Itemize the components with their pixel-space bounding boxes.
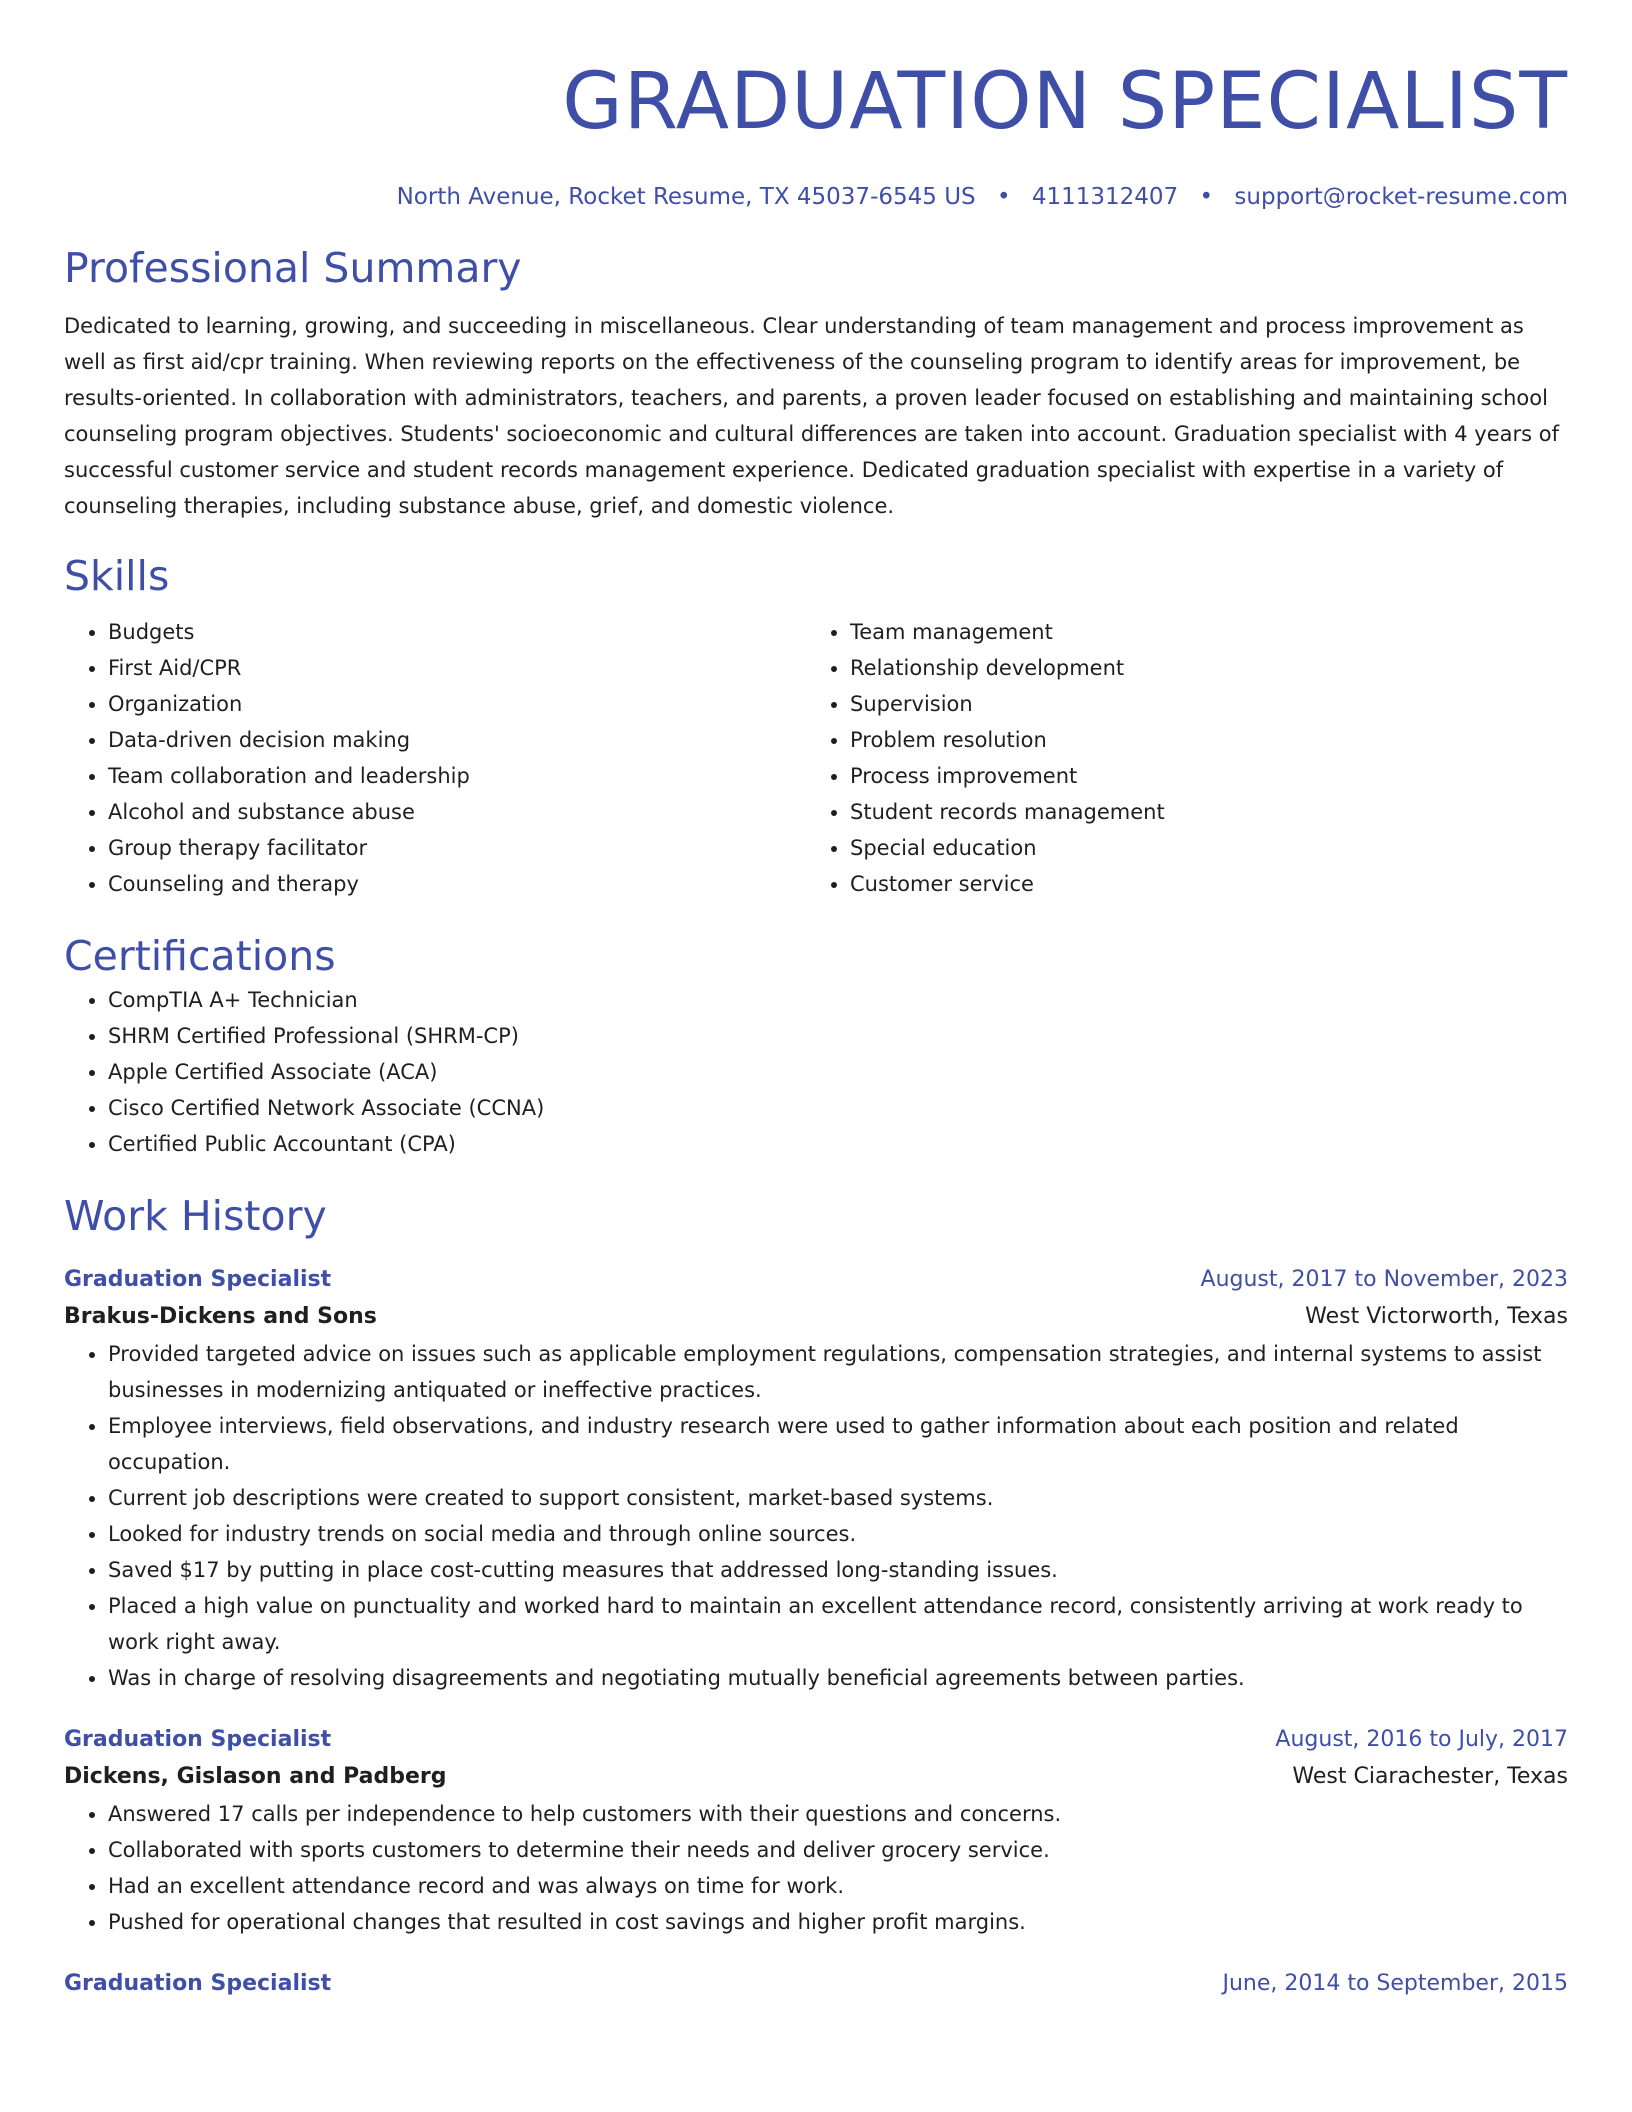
contact-email: support@rocket-resume.com bbox=[1234, 184, 1568, 210]
job-bullet: • Current job descriptions were created to support consistent, market-based systems. bbox=[108, 1480, 1568, 1516]
skill-item: • Data-driven decision making bbox=[108, 722, 806, 758]
job-bullet: • Employee interviews, field observations, and industry research were used to gather information about each position and related occupation. bbox=[108, 1408, 1568, 1480]
certification-item: • Cisco Certified Network Associate (CCNA) bbox=[108, 1090, 1568, 1126]
skills-list-left bbox=[64, 614, 806, 902]
skill-item: • Process improvement bbox=[850, 758, 1548, 794]
job-location: West Ciarachester, Texas bbox=[1292, 1764, 1568, 1789]
skills-heading: Skills bbox=[64, 552, 170, 600]
job-entry bbox=[64, 1966, 1568, 2002]
skill-item: • First Aid/CPR bbox=[108, 650, 806, 686]
skill-item: • Student records management bbox=[850, 794, 1548, 830]
skill-item: • Alcohol and substance abuse bbox=[108, 794, 806, 830]
certification-item: • CompTIA A+ Technician bbox=[108, 982, 1568, 1018]
job-dates: June, 2014 to September, 2015 bbox=[1222, 1971, 1568, 1996]
skill-item: • Organization bbox=[108, 686, 806, 722]
skills-list-right bbox=[806, 614, 1548, 902]
job-bullet: • Had an excellent attendance record and was always on time for work. bbox=[108, 1868, 1568, 1904]
summary-text: Dedicated to learning, growing, and succeeding in miscellaneous. Clear understanding of team management and process improvement as well as first aid/cpr training. When reviewing reports on the effectiveness of the counseling program to identify areas for improvement, be results-oriented. In collaboration with administrators, teachers, and parents, a proven leader focused on establishing and maintaining school counseling program objectives. Students' socioeconomic and cultural differences are taken into account. Graduation specialist with 4 years of successful customer service and student records management experience. Dedicated graduation specialist with expertise in a variety of counseling therapies, including substance abuse, grief, and domestic violence. bbox=[64, 314, 1559, 518]
skill-item: • Relationship development bbox=[850, 650, 1548, 686]
job-bullet: • Pushed for operational changes that resulted in cost savings and higher profit margins. bbox=[108, 1904, 1568, 1940]
skills-grid bbox=[64, 614, 1568, 902]
resume-name: GRADUATION SPECIALIST bbox=[562, 57, 1568, 147]
skills-column-right bbox=[806, 614, 1548, 902]
job-bullet: • Provided targeted advice on issues such as applicable employment regulations, compensation strategies, and internal systems to assist businesses in modernizing antiquated or ineffective practices. bbox=[108, 1336, 1568, 1408]
summary-heading: Professional Summary bbox=[64, 244, 522, 292]
job-company: Dickens, Gislason and Padberg bbox=[64, 1764, 447, 1789]
job-company-row bbox=[64, 1298, 1568, 1336]
skill-item: • Team collaboration and leadership bbox=[108, 758, 806, 794]
certification-item: • SHRM Certified Professional (SHRM-CP) bbox=[108, 1018, 1568, 1054]
skill-item: • Problem resolution bbox=[850, 722, 1548, 758]
skill-item: • Group therapy facilitator bbox=[108, 830, 806, 866]
job-company: Brakus-Dickens and Sons bbox=[64, 1304, 377, 1329]
skill-item: • Team management bbox=[850, 614, 1548, 650]
skill-item: • Counseling and therapy bbox=[108, 866, 806, 902]
certification-item: • Apple Certified Associate (ACA) bbox=[108, 1054, 1568, 1090]
job-bullet: • Saved $17 by putting in place cost-cutting measures that addressed long-standing issues. bbox=[108, 1552, 1568, 1588]
job-header-row bbox=[64, 1262, 1568, 1298]
job-entry bbox=[64, 1722, 1568, 1940]
job-dates: August, 2017 to November, 2023 bbox=[1200, 1267, 1568, 1292]
job-title: Graduation Specialist bbox=[64, 1267, 332, 1292]
contact-separator: • bbox=[1199, 184, 1214, 210]
skill-item: • Supervision bbox=[850, 686, 1548, 722]
certifications-heading: Certifications bbox=[64, 932, 336, 980]
job-location: West Victorworth, Texas bbox=[1305, 1304, 1568, 1329]
job-bullet: • Placed a high value on punctuality and worked hard to maintain an excellent attendance record, consistently arriving at work ready to work right away. bbox=[108, 1588, 1568, 1660]
contact-address: North Avenue, Rocket Resume, TX 45037-6545 US bbox=[396, 184, 976, 210]
job-company-row bbox=[64, 1758, 1568, 1796]
job-title: Graduation Specialist bbox=[64, 1971, 332, 1996]
job-bullet: • Answered 17 calls per independence to help customers with their questions and concerns. bbox=[108, 1796, 1568, 1832]
job-bullet: • Looked for industry trends on social media and through online sources. bbox=[108, 1516, 1568, 1552]
certification-item: • Certified Public Accountant (CPA) bbox=[108, 1126, 1568, 1162]
contact-separator: • bbox=[996, 184, 1011, 210]
job-header-row bbox=[64, 1966, 1568, 2002]
skill-item: • Customer service bbox=[850, 866, 1548, 902]
certifications-list bbox=[64, 982, 1568, 1162]
job-bullets bbox=[64, 1336, 1568, 1696]
skill-item: • Budgets bbox=[108, 614, 806, 650]
job-dates: August, 2016 to July, 2017 bbox=[1275, 1727, 1568, 1752]
job-bullet: • Collaborated with sports customers to determine their needs and deliver grocery service. bbox=[108, 1832, 1568, 1868]
contact-line bbox=[64, 182, 1568, 212]
contact-phone: 4111312407 bbox=[1031, 184, 1179, 210]
work-history-heading: Work History bbox=[64, 1192, 327, 1240]
job-entry bbox=[64, 1262, 1568, 1696]
job-header-row bbox=[64, 1722, 1568, 1758]
skills-column-left bbox=[64, 614, 806, 902]
job-bullets bbox=[64, 1796, 1568, 1940]
job-title: Graduation Specialist bbox=[64, 1727, 332, 1752]
job-bullet: • Was in charge of resolving disagreements and negotiating mutually beneficial agreements between parties. bbox=[108, 1660, 1568, 1696]
skill-item: • Special education bbox=[850, 830, 1548, 866]
